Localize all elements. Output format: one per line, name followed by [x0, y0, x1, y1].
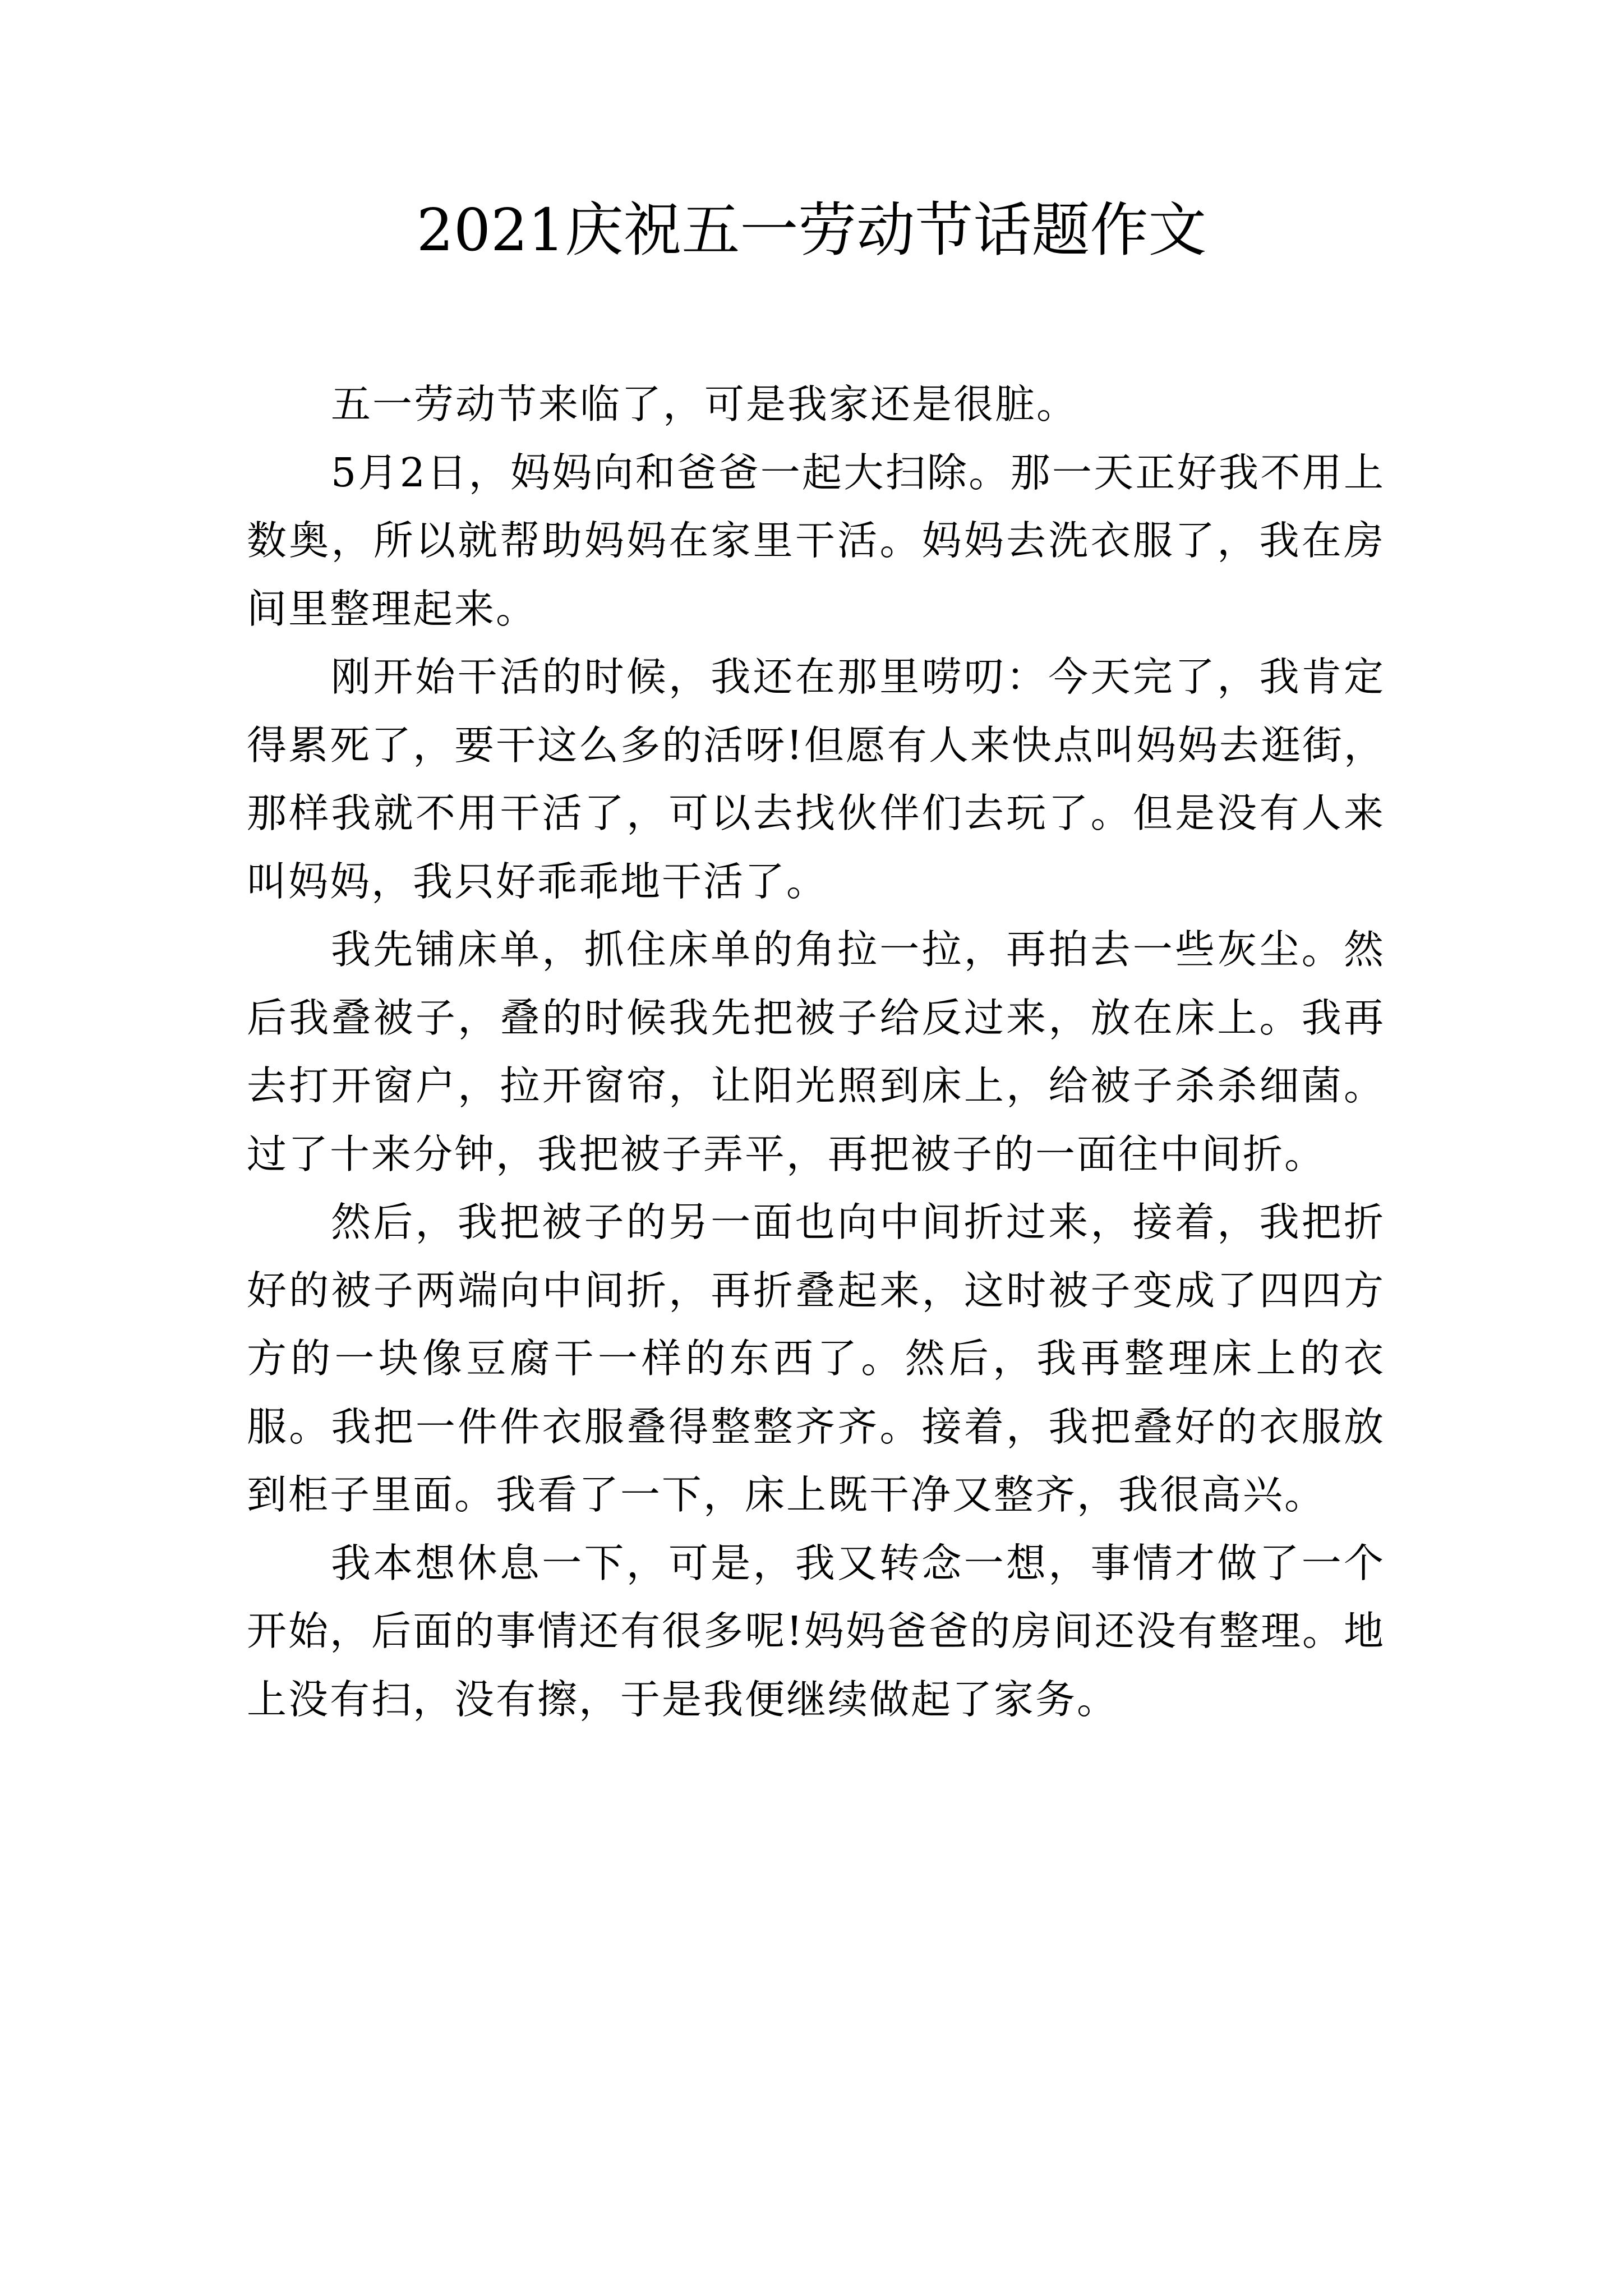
paragraph-6: 我本想休息一下，可是，我又转念一想，事情才做了一个开始，后面的事情还有很多呢!妈妈爸爸的房间还没有整理。地上没有扫，没有擦，于是我便继续做起了家务。 [247, 1539, 1385, 1723]
paragraph-2: 5月2日，妈妈向和爸爸一起大扫除。那一天正好我不用上数奥，所以就帮助妈妈在家里干活。妈妈去洗衣服了，我在房间里整理起来。 [247, 449, 1385, 632]
document-body [247, 370, 1385, 1733]
paragraph-1: 五一劳动节来临了，可是我家还是很脏。 [331, 381, 1078, 427]
paragraph-3: 刚开始干活的时候，我还在那里唠叨：今天完了，我肯定得累死了，要干这么多的活呀!但愿有人来快点叫妈妈去逛街，那样我就不用干活了，可以去找伙伴们去玩了。但是没有人来叫妈妈，我只好乖乖地干活了。 [247, 654, 1385, 905]
paragraph-4: 我先铺床单，抓住床单的角拉一拉，再拍去一些灰尘。然后我叠被子，叠的时候我先把被子给反过来，放在床上。我再去打开窗户，拉开窗帘，让阳光照到床上，给被子杀杀细菌。过了十来分钟，我把被子弄平，再把被子的一面往中间折。 [247, 926, 1385, 1177]
document-title: 2021庆祝五一劳动节话题作文 [416, 196, 1207, 264]
paragraph-5: 然后，我把被子的另一面也向中间折过来，接着，我把折好的被子两端向中间折，再折叠起来，这时被子变成了四四方方的一块像豆腐干一样的东西了。然后，我再整理床上的衣服。我把一件件衣服叠得整整齐齐。接着，我把叠好的衣服放到柜子里面。我看了一下，床上既干净又整齐，我很高兴。 [247, 1199, 1385, 1518]
